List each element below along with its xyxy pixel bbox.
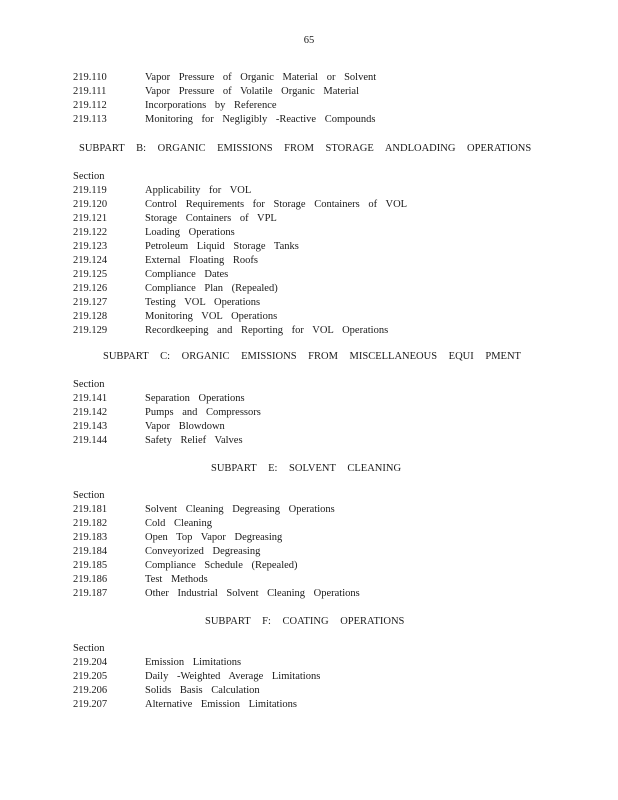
toc-entry	[73, 503, 360, 517]
section-title: Other Industrial Solvent Cleaning Operations	[145, 588, 360, 599]
section-number: 219.186	[73, 574, 108, 585]
toc-block-subpart-e	[73, 489, 360, 601]
section-number: 219.141	[73, 393, 108, 404]
section-number: 219.128	[73, 311, 108, 322]
section-number: 219.184	[73, 546, 108, 557]
section-number: 219.110	[73, 72, 107, 83]
section-number: 219.207	[73, 699, 108, 710]
toc-entry	[73, 198, 407, 212]
section-number: 219.144	[73, 435, 108, 446]
section-title: Control Requirements for Storage Containers of VOL	[145, 199, 408, 210]
toc-entry	[73, 226, 407, 240]
section-number: 219.123	[73, 241, 108, 252]
toc-entry	[73, 99, 376, 113]
section-title: Separation Operations	[145, 393, 245, 404]
section-title: Compliance Dates	[145, 269, 229, 280]
section-number: 219.124	[73, 255, 108, 266]
section-title: Open Top Vapor Degreasing	[145, 532, 283, 543]
section-label: Section	[73, 171, 105, 182]
section-title: Conveyorized Degreasing	[145, 546, 261, 557]
section-number: 219.119	[73, 185, 107, 196]
section-title: Pumps and Compressors	[145, 407, 261, 418]
page-number: 65	[303, 35, 315, 46]
section-title: Alternative Emission Limitations	[145, 699, 297, 710]
toc-entry	[73, 392, 261, 406]
section-number: 219.182	[73, 518, 108, 529]
toc-entry	[73, 268, 407, 282]
section-title: Testing VOL Operations	[145, 297, 261, 308]
section-number: 219.185	[73, 560, 108, 571]
toc-entry	[73, 310, 407, 324]
section-label: Section	[73, 379, 105, 390]
section-title: External Floating Roofs	[145, 255, 258, 266]
toc-block-subpart-b	[73, 170, 407, 338]
section-title: Solids Basis Calculation	[145, 685, 260, 696]
section-title: Applicability for VOL	[145, 185, 252, 196]
section-label: Section	[73, 490, 105, 501]
toc-entry	[73, 517, 360, 531]
subpart-f-heading: SUBPART F: COATING OPERATIONS	[205, 616, 405, 627]
section-number: 219.142	[73, 407, 108, 418]
section-title: Compliance Plan (Repealed)	[145, 283, 278, 294]
section-number: 219.183	[73, 532, 108, 543]
section-number: 219.122	[73, 227, 108, 238]
section-title: Monitoring VOL Operations	[145, 311, 278, 322]
section-title: Compliance Schedule (Repealed)	[145, 560, 298, 571]
subpart-c-heading: SUBPART C: ORGANIC EMISSIONS FROM MISCELLANEOUS EQUI PMENT	[103, 351, 521, 362]
toc-entry	[73, 531, 360, 545]
toc-entry	[73, 212, 407, 226]
section-title: Daily -Weighted Average Limitations	[145, 671, 321, 682]
section-title: Emission Limitations	[145, 657, 242, 668]
toc-entry	[73, 406, 261, 420]
section-title: Solvent Cleaning Degreasing Operations	[145, 504, 335, 515]
toc-entry	[73, 85, 376, 99]
toc-entry	[73, 113, 376, 127]
section-title: Recordkeeping and Reporting for VOL Operations	[145, 325, 389, 336]
section-title: Monitoring for Negligibly -Reactive Compounds	[145, 114, 376, 125]
section-number: 219.112	[73, 100, 107, 111]
section-number: 219.181	[73, 504, 108, 515]
toc-entry	[73, 240, 407, 254]
section-title: Loading Operations	[145, 227, 235, 238]
toc-entry	[73, 434, 261, 448]
section-title: Incorporations by Reference	[145, 100, 277, 111]
toc-entry	[73, 559, 360, 573]
section-number: 219.204	[73, 657, 108, 668]
section-number: 219.120	[73, 199, 108, 210]
toc-entry	[73, 670, 320, 684]
section-title: Safety Relief Valves	[145, 435, 243, 446]
section-title: Cold Cleaning	[145, 518, 212, 529]
section-number: 219.111	[73, 86, 107, 97]
section-title: Test Methods	[145, 574, 208, 585]
toc-entry	[73, 420, 261, 434]
toc-entry	[73, 545, 360, 559]
toc-entry	[73, 254, 407, 268]
section-title: Storage Containers of VPL	[145, 213, 277, 224]
toc-entry	[73, 324, 407, 338]
toc-entry	[73, 184, 407, 198]
section-number: 219.127	[73, 297, 108, 308]
section-number: 219.205	[73, 671, 108, 682]
section-title: Vapor Blowdown	[145, 421, 225, 432]
section-number: 219.129	[73, 325, 108, 336]
subpart-e-heading: SUBPART E: SOLVENT CLEANING	[211, 463, 402, 474]
toc-entry	[73, 684, 320, 698]
section-number: 219.125	[73, 269, 108, 280]
section-title: Petroleum Liquid Storage Tanks	[145, 241, 299, 252]
subpart-b-heading: SUBPART B: ORGANIC EMISSIONS FROM STORAGE ANDLOADING OPERATIONS	[79, 143, 532, 154]
section-number: 219.187	[73, 588, 108, 599]
toc-block-subpart-f	[73, 642, 320, 712]
toc-entry	[73, 656, 320, 670]
section-label: Section	[73, 643, 105, 654]
toc-entry	[73, 698, 320, 712]
toc-entry	[73, 296, 407, 310]
section-number: 219.206	[73, 685, 108, 696]
toc-entry	[73, 573, 360, 587]
toc-entry	[73, 282, 407, 296]
section-number: 219.126	[73, 283, 108, 294]
toc-block-intro	[73, 71, 376, 127]
toc-entry	[73, 587, 360, 601]
section-title: Vapor Pressure of Volatile Organic Material	[145, 86, 359, 97]
section-number: 219.113	[73, 114, 107, 125]
toc-block-subpart-c	[73, 378, 261, 448]
toc-entry	[73, 71, 376, 85]
section-title: Vapor Pressure of Organic Material or Solvent	[145, 72, 377, 83]
section-number: 219.143	[73, 421, 108, 432]
section-number: 219.121	[73, 213, 108, 224]
